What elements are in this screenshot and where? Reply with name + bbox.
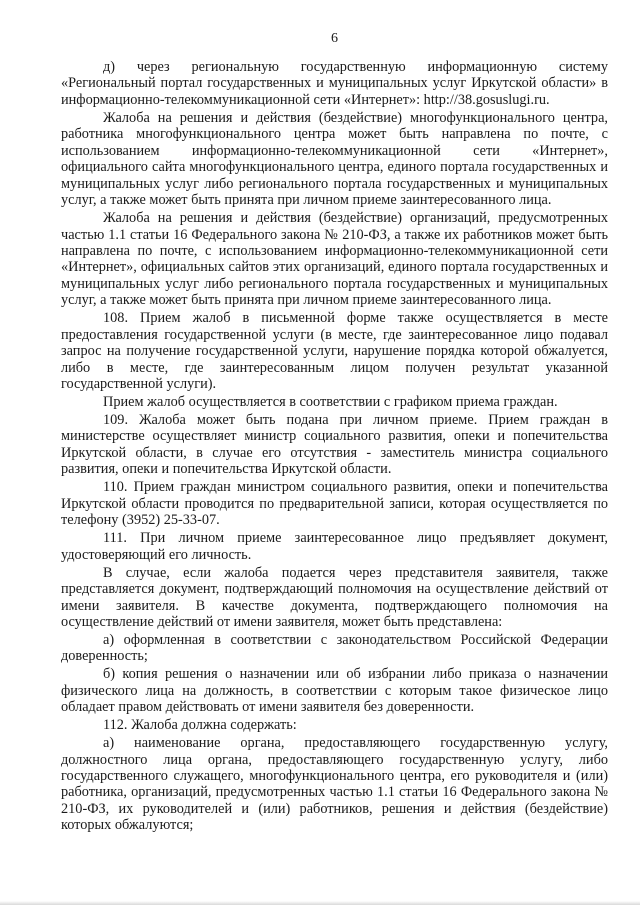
paragraph-item-d-regional-portal: д) через региональную государственную информационную систему «Региональный портал государственных и муниципальных услуг Иркутской области» в информационно-телекоммуникационной сети «Интернет»: http://38.gosuslugi.ru. [61,59,608,108]
scan-bottom-edge [0,901,640,905]
document-page [61,30,608,835]
paragraph-item-a-authority-name: а) наименование органа, предоставляющего государственную услугу, должностного лица органа, предоставляющего государственную услугу, либо государственного служащего, многофункционального центра, его руководителя и (или) работника, организаций, предусмотренных частью 1.1 статьи 16 Федерального закона № 210-ФЗ, их руководителей и (или) работников, решения и действия (бездействие) которых обжалуются; [61,735,608,834]
paragraph-109-personal-reception: 109. Жалоба может быть подана при личном приеме. Прием граждан в министерстве осуществляет министр социального развития, опеки и попечительства Иркутской области, в случае его отсутствия - заместитель министра социального развития, опеки и попечительства Иркутской области. [61,412,608,478]
paragraph-108-written-complaints: 108. Прием жалоб в письменной форме также осуществляется в месте предоставления государственной услуги (в месте, где заинтересованное лицо подавал запрос на получение государственной услуги, нарушение порядка которой обжалуется, либо в месте, где заинтересованным лицом получен результат указанной государственной услуги). [61,310,608,393]
paragraph-mfc-complaint: Жалоба на решения и действия (бездействие) многофункционального центра, работника многофункционального центра может быть направлена по почте, с использованием информационно-телекоммуникационной сети «Интернет», официального сайта многофункционального центра, единого портала государственных и муниципальных услуг либо регионального портала государственных и муниципальных услуг, а также может быть принята при личном приеме заинтересованного лица. [61,109,608,209]
paragraph-organizations-complaint: Жалоба на решения и действия (бездействие) организаций, предусмотренных частью 1.1 статьи 16 Федерального закона № 210-ФЗ, а также их работников может быть направлена по почте, с использованием информационно-телекоммуникационной сети «Интернет», официальных сайтов этих организаций, единого портала государственных и муниципальных услуг либо регионального портала государственных и муниципальных услуг, а также может быть принята при личном приеме заинтересованного лица. [61,210,608,309]
paragraph-item-b-appointment-decision: б) копия решения о назначении или об избрании либо приказа о назначении физического лица на должность, в соответствии с которым такое физическое лицо обладает правом действовать от имени заявителя без доверенности. [61,666,608,716]
paragraph-representative: В случае, если жалоба подается через представителя заявителя, также представляется документ, подтверждающий полномочия на осуществление действий от имени заявителя. В качестве документа, подтверждающего полномочия на осуществление действий от имени заявителя, может быть представлена: [61,564,608,630]
paragraph-item-a-power-of-attorney: а) оформленная в соответствии с законодательством Российской Федерации доверенность; [61,631,608,665]
paragraph-112-complaint-contents: 112. Жалоба должна содержать: [103,717,297,734]
paragraph-110-appointment: 110. Прием граждан министром социального развития, опеки и попечительства Иркутской области проводится по предварительной записи, которая осуществляется по телефону (3952) 25-33-07. [61,479,608,529]
page-number: 6 [331,31,338,46]
paragraph-111-identity-document: 111. При личном приеме заинтересованное лицо предъявляет документ, удостоверяющий его личность. [61,530,608,563]
paragraph-reception-schedule: Прием жалоб осуществляется в соответствии с графиком приема граждан. [103,394,558,411]
